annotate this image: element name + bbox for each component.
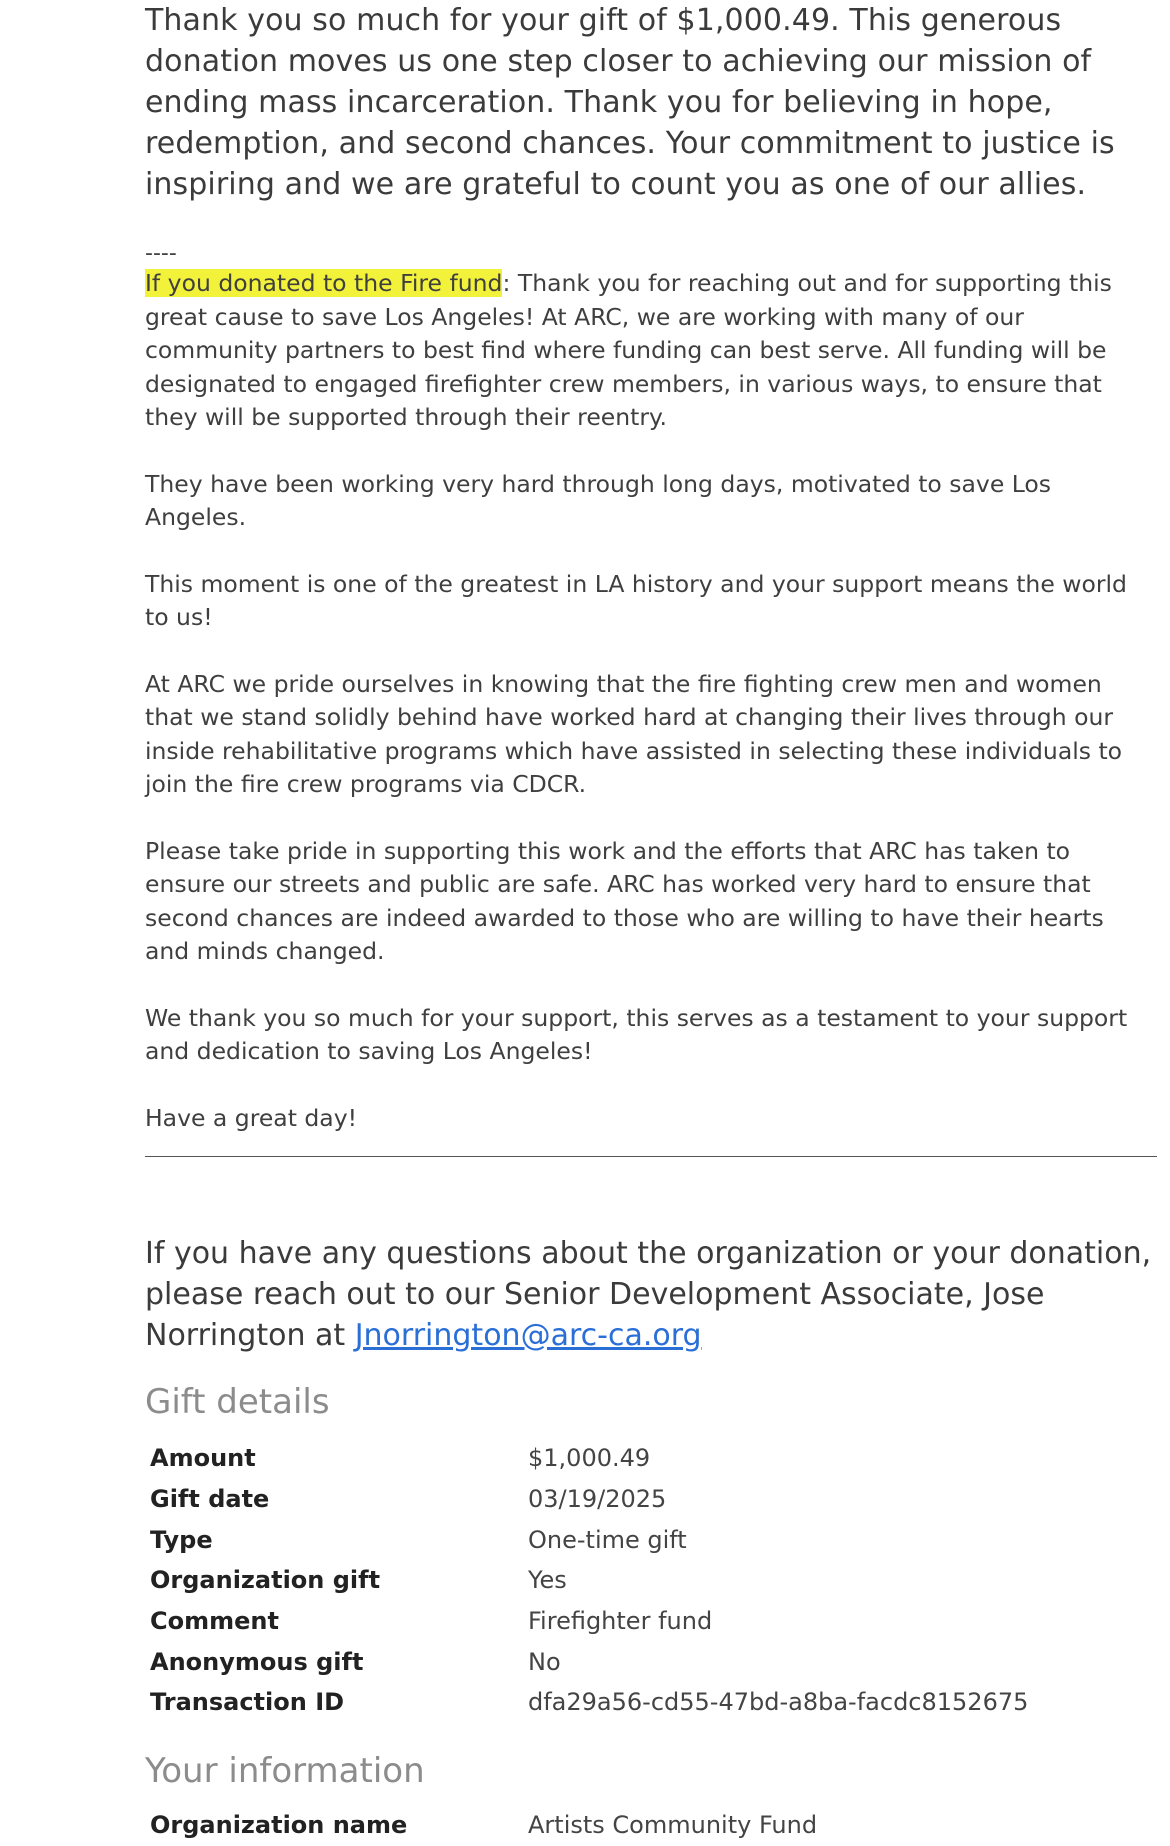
row-label: Transaction ID — [150, 1688, 345, 1717]
row-label: Anonymous gift — [150, 1647, 364, 1676]
questions-paragraph — [145, 1233, 1155, 1356]
separator: ---- — [145, 241, 177, 266]
table-row — [150, 1641, 1028, 1682]
your-information-table — [150, 1805, 817, 1846]
divider-line — [145, 1156, 1157, 1157]
email-body — [145, 0, 1155, 1846]
row-value: Artists Community Fund — [528, 1811, 818, 1840]
fire-fund-paragraph — [145, 267, 1155, 435]
table-row — [150, 1519, 1028, 1560]
gift-details-title: Gift details — [145, 1382, 330, 1422]
row-value: 03/19/2025 — [528, 1485, 667, 1514]
fire-fund-message — [145, 267, 1155, 1135]
row-label: Amount — [150, 1444, 256, 1473]
paragraph-pride: At ARC we pride ourselves in knowing that the fire fighting crew men and women that we stand solidly behind have worked hard at changing their lives through our inside rehabilitative programs which have assisted in selecting these individuals to join the fire crew programs via CDCR. — [145, 669, 1123, 798]
row-value: $1,000.49 — [528, 1444, 651, 1473]
row-label: Type — [150, 1525, 213, 1554]
row-label: Comment — [150, 1607, 279, 1636]
fire-fund-highlight: If you donated to the Fire fund — [145, 269, 503, 297]
thank-you-intro: Thank you so much for your gift of $1,000.49. This generous donation moves us one step closer to achieving our mission of ending mass incarceration. Thank you for believing in hope, redemption, and second chances. Your commitment to justice is inspiring and we are grateful to count you as one of our allies. — [145, 3, 1115, 202]
table-row — [150, 1479, 1028, 1520]
paragraph-la-history: This moment is one of the greatest in LA history and your support means the world to us! — [145, 569, 1127, 631]
row-value: No — [528, 1647, 561, 1676]
table-row — [150, 1805, 817, 1846]
table-row — [150, 1601, 1028, 1642]
row-value: Yes — [528, 1566, 567, 1595]
table-row — [150, 1682, 1028, 1723]
paragraph-working-hard: They have been working very hard through long days, motivated to save Los Angeles. — [145, 469, 1052, 531]
questions-text: If you have any questions about the organization or your donation, please reach out to our Senior Development Associate, Jose Norrington at — [145, 1236, 1152, 1353]
row-value: dfa29a56-cd55-47bd-a8ba-facdc8152675 — [528, 1688, 1029, 1717]
row-label: Organization gift — [150, 1566, 381, 1595]
closing-line: Have a great day! — [145, 1103, 358, 1132]
row-label: Organization name — [150, 1811, 408, 1840]
contact-email-link[interactable]: Jnorrington@arc-ca.org — [354, 1318, 702, 1353]
paragraph-take-pride: Please take pride in supporting this work and the efforts that ARC has taken to ensure our streets and public are safe. ARC has worked very hard to ensure that second chances are indeed awarded to those who are willing to have their hearts and minds changed. — [145, 836, 1104, 965]
your-information-title: Your information — [145, 1750, 425, 1791]
gift-details-table — [150, 1438, 1028, 1723]
table-row — [150, 1560, 1028, 1601]
row-value: Firefighter fund — [528, 1607, 713, 1636]
row-value: One-time gift — [528, 1525, 687, 1554]
paragraph-thank-you: We thank you so much for your support, this serves as a testament to your support and dedication to saving Los Angeles! — [145, 1003, 1128, 1065]
row-label: Gift date — [150, 1485, 270, 1514]
fire-fund-text: : Thank you for reaching out and for supporting this great cause to save Los Angeles! At ARC, we are working with many of our community partners to best find where funding can best serve. All funding will be designated to engaged firefighter crew members, in various ways, to ensure that they will be supported through their reentry. — [145, 269, 1112, 431]
table-row — [150, 1438, 1028, 1479]
